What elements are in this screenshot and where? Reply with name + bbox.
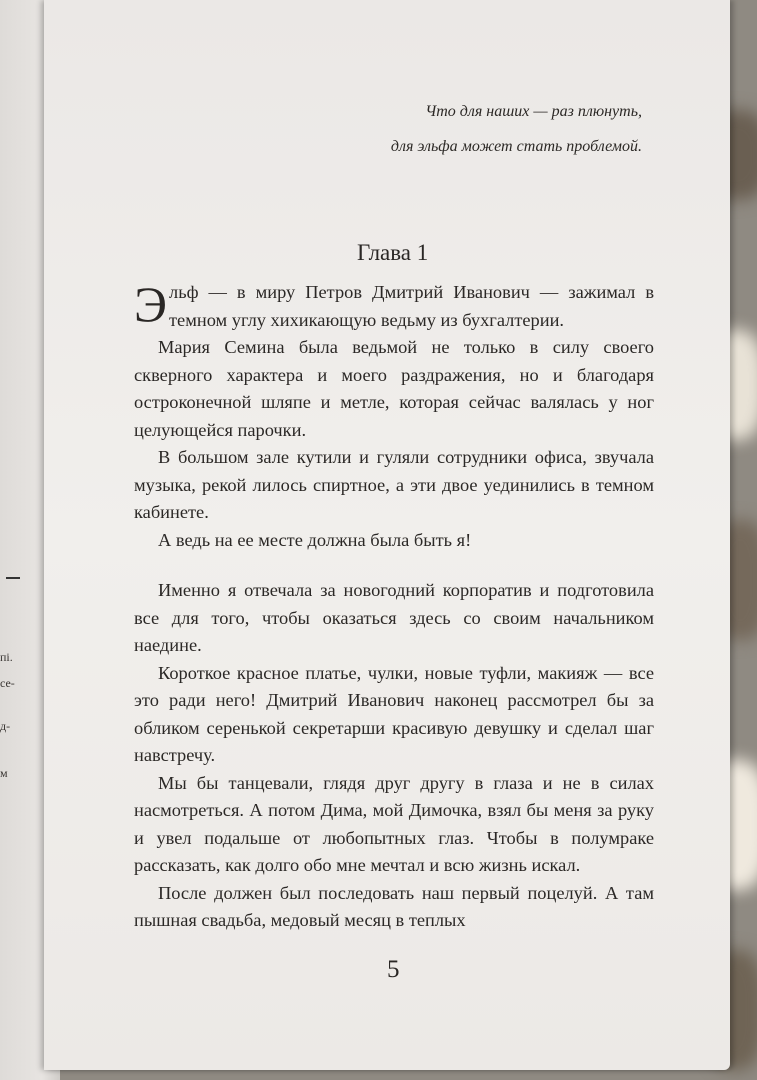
paragraph: После должен был последовать наш первый поцелуй. А там пышная свадьба, медовый месяц в теплых <box>134 882 654 930</box>
paragraph: Короткое красное платье, чулки, новые туфли, макияж — все это ради него! Дмитрий Иванович наконец рассмотрел бы за обликом серенькой секретарши красивую девушку и сделал шаг навстречу. <box>134 662 654 765</box>
left-page-fragment: м <box>0 766 8 780</box>
chapter-title: Глава 1 <box>357 240 429 265</box>
paragraph: В большом зале кутили и гуляли сотрудники офиса, звучала музыка, рекой лилось спиртное, а эти двое уединились в темном кабинете. <box>134 447 654 522</box>
body-text-section-2 <box>134 577 654 935</box>
paragraph: А ведь на ее месте должна была быть я! <box>158 529 472 550</box>
body-text-section-1 <box>134 276 654 554</box>
page-number: 5 <box>387 956 400 983</box>
epigraph-line: Что для наших — раз плюнуть, <box>425 103 642 120</box>
paragraph <box>134 276 654 334</box>
paragraph: Мария Семина была ведьмой не только в силу своего скверного характера и моего раздражения, но и благодаря остроконечной шляпе и метле, которая сейчас валялась у ног целующейся парочки. <box>134 337 654 440</box>
left-page-fragment: д- <box>0 719 11 733</box>
left-page-fragment: пі. <box>0 650 13 664</box>
paragraph: Именно я отвечала за новогодний корпоратив и подготовила все для того, чтобы оказаться здесь со своим начальником наедине. <box>134 580 654 655</box>
paragraph-text: льф — в миру Петров Дмитрий Иванович — зажимал в темном углу хихикающую ведьму из бухгалтерии. <box>169 282 654 330</box>
epigraph-line: для эльфа может стать проблемой. <box>390 138 642 155</box>
left-page-dash <box>6 577 20 579</box>
paragraph: Мы бы танцевали, глядя друг другу в глаза и не в силах насмотреться. А потом Дима, мой Димочка, взял бы меня за руку и увел подальше от любопытных глаз. Чтобы в полумраке рассказать, как долго обо мне мечтал и всю жизнь искал. <box>134 772 654 875</box>
book-page <box>44 0 730 1070</box>
drop-cap: Э <box>134 276 168 332</box>
left-page-fragment: се- <box>0 676 15 690</box>
